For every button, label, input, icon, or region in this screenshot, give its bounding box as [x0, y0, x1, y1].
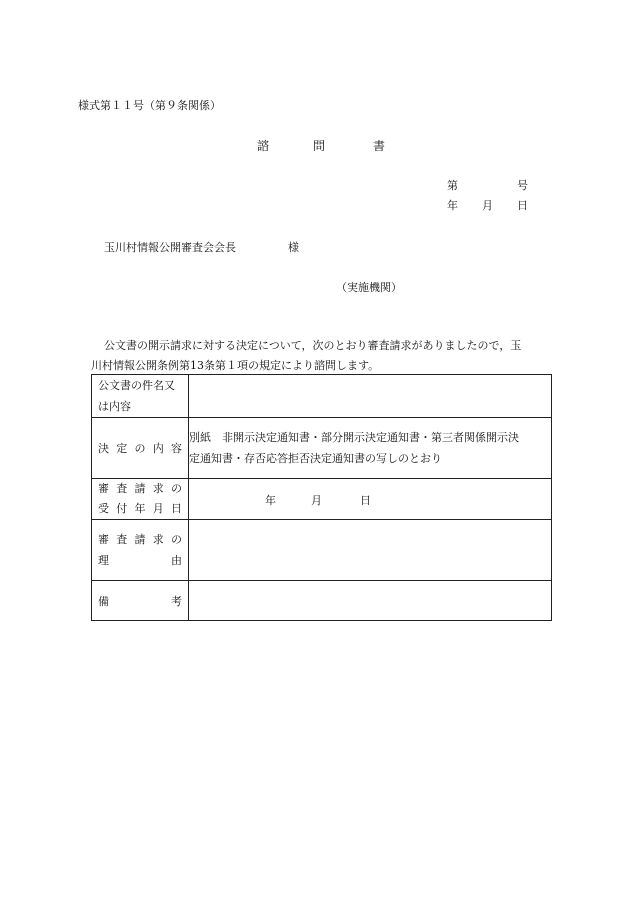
- table-row: [92, 479, 552, 520]
- form-number: 様式第１１号（第９条関係）: [78, 99, 221, 112]
- label-char: 求: [152, 482, 164, 495]
- label-char: 年: [134, 502, 146, 515]
- label-char: 請: [134, 482, 146, 495]
- date-day: 日: [517, 199, 528, 212]
- table-row: [92, 581, 552, 621]
- label-char: 日: [171, 502, 182, 515]
- label-char: 由: [171, 554, 182, 567]
- row-value-remarks: [189, 581, 552, 621]
- label-char: 付: [116, 502, 128, 515]
- row-label-subject: [92, 375, 189, 418]
- label-char: 月: [152, 502, 164, 515]
- row-label-reason: [92, 520, 189, 581]
- request-table: [91, 374, 552, 621]
- row-label-subject-line-2: は内容: [98, 400, 131, 413]
- received-year: 年: [265, 494, 276, 507]
- row-label-decision: [92, 418, 189, 479]
- row-value-received-date: [189, 479, 552, 520]
- label-char: 請: [134, 533, 146, 546]
- row-value-subject: [189, 375, 552, 418]
- title-char-1: 諮: [257, 139, 270, 153]
- label-char: 容: [171, 442, 182, 455]
- row-value-decision-line-2: 定通知書・存否応答拒否決定通知書の写しのとおり: [189, 452, 442, 465]
- body-text-line-2: 川村情報公開条例第13条第１項の規定により諮問します。: [91, 359, 380, 372]
- addressee-honorific: 様: [288, 241, 299, 254]
- label-char: 審: [98, 533, 109, 546]
- label-char: の: [134, 442, 146, 455]
- received-month: 月: [311, 494, 322, 507]
- date-month: 月: [482, 199, 493, 212]
- row-value-decision: [189, 418, 552, 479]
- table-row: [92, 418, 552, 479]
- table-row: [92, 520, 552, 581]
- label-char: 定: [116, 442, 128, 455]
- label-char: の: [171, 533, 182, 546]
- label-char: 決: [98, 442, 109, 455]
- received-day: 日: [360, 494, 371, 507]
- doc-number-go: 号: [517, 179, 528, 192]
- label-char: 備: [98, 594, 109, 608]
- addressee-name: 玉川村情報公開審査会会長: [104, 241, 236, 254]
- label-char: 査: [116, 482, 128, 495]
- title-char-3: 書: [373, 139, 386, 153]
- label-char: 受: [98, 502, 109, 515]
- label-char: 理: [98, 554, 109, 567]
- row-label-received-date: [92, 479, 189, 520]
- label-char: 査: [116, 533, 128, 546]
- label-char: 審: [98, 482, 109, 495]
- title-char-2: 問: [313, 139, 326, 153]
- label-char: 考: [171, 594, 182, 608]
- row-value-reason: [189, 520, 552, 581]
- table-row: [92, 375, 552, 418]
- label-char: の: [171, 482, 182, 495]
- row-label-subject-line-1: 公文書の件名又: [98, 379, 175, 392]
- body-text-line-1: 公文書の開示請求に対する決定について，次のとおり審査請求がありましたので，玉: [104, 339, 522, 352]
- label-char: 求: [152, 533, 164, 546]
- doc-number-dai: 第: [447, 179, 458, 192]
- date-year: 年: [447, 199, 458, 212]
- row-label-remarks: [92, 581, 189, 621]
- sender-label: （実施機関）: [336, 281, 402, 294]
- label-char: 内: [152, 442, 164, 455]
- row-value-decision-line-1: 別紙 非開示決定通知書・部分開示決定通知書・第三者関係開示決: [189, 431, 519, 444]
